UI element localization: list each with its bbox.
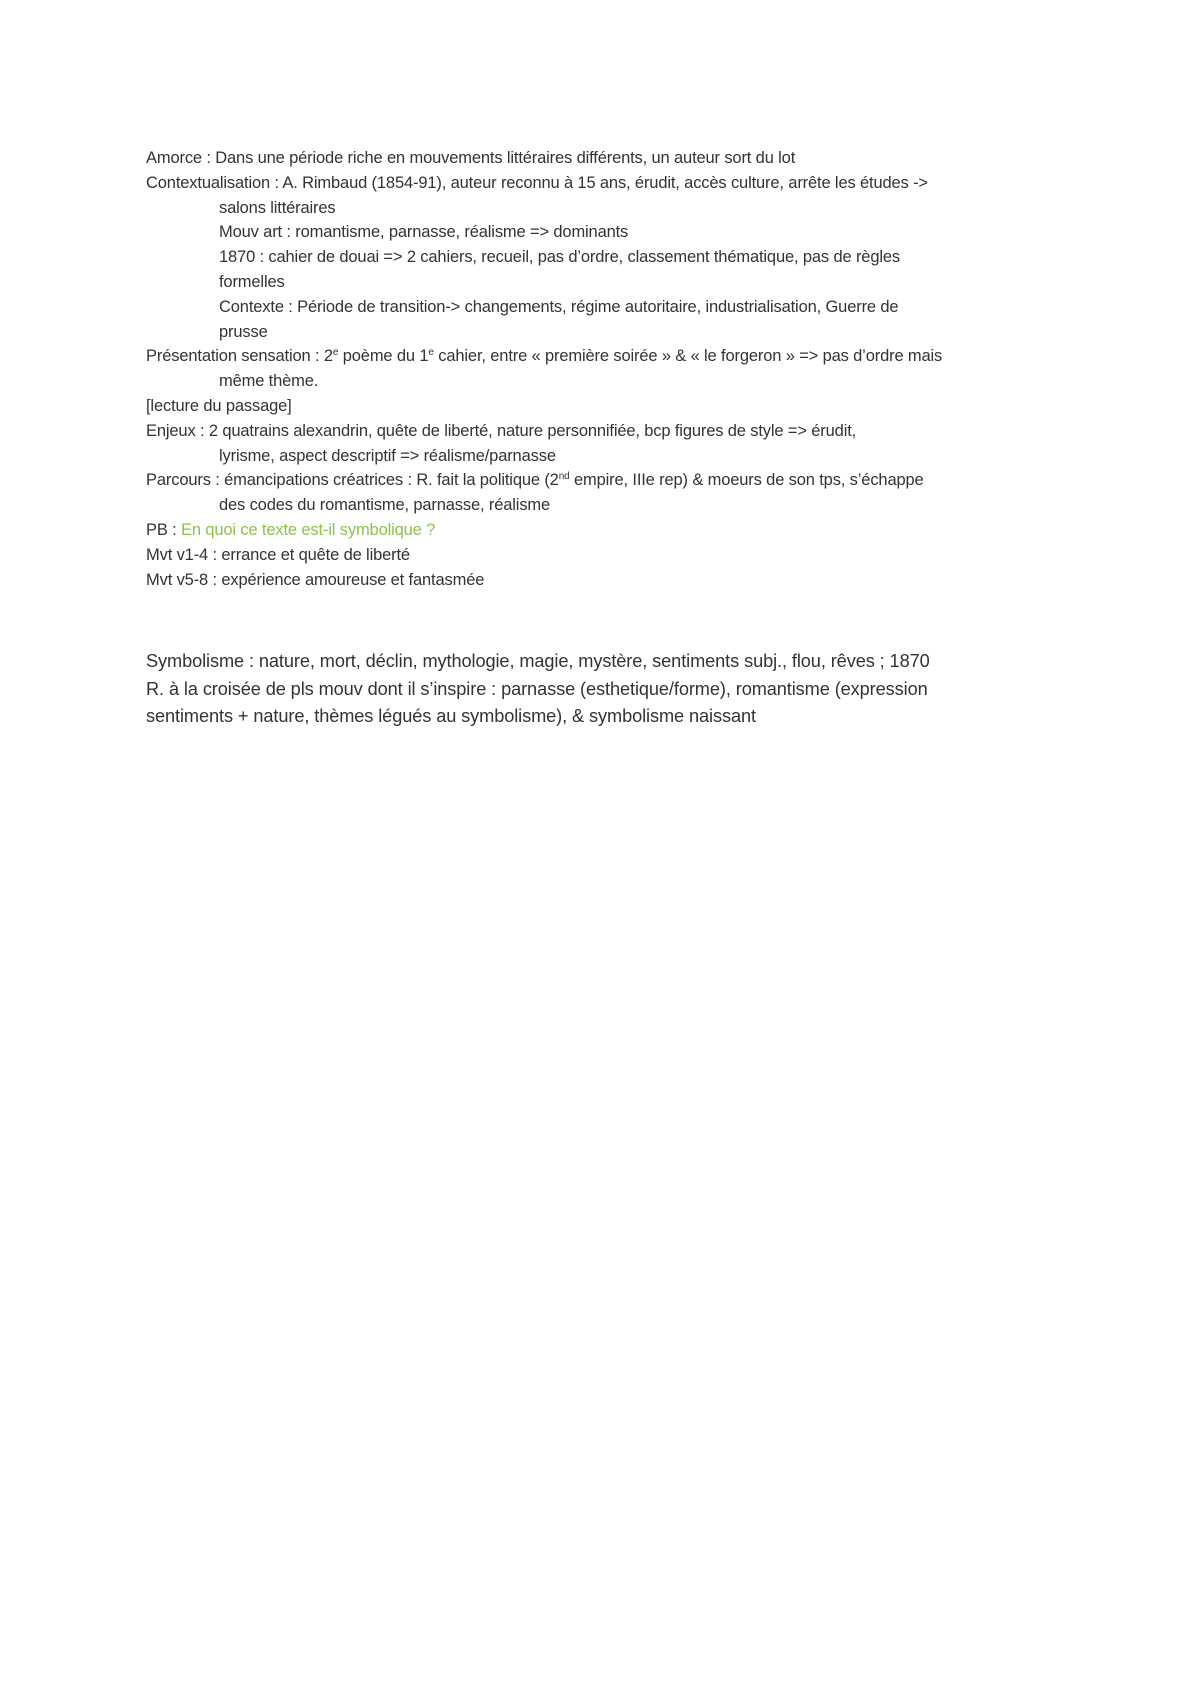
croisee-continuation: sentiments + nature, thèmes légués au symbolisme), & symbolisme naissant xyxy=(146,706,756,726)
symbolisme-line: Symbolisme : nature, mort, déclin, mythologie, magie, mystère, sentiments subj., flou, rêves ; 1870 xyxy=(146,651,930,671)
problematique-line xyxy=(146,518,1076,543)
cahier-continuation: formelles xyxy=(219,272,285,291)
symbolisme-summary xyxy=(146,648,1086,731)
parcours-superscript: nd xyxy=(558,471,570,483)
presentation-line xyxy=(146,344,1076,369)
presentation-text-c: cahier, entre « première soirée » & « le forgeron » => pas d’ordre mais xyxy=(433,347,943,366)
contexte-continuation: prusse xyxy=(219,322,268,341)
enjeux-continuation: lyrisme, aspect descriptif => réalisme/parnasse xyxy=(219,446,556,465)
parcours-line xyxy=(146,468,1076,493)
presentation-continuation: même thème. xyxy=(219,372,319,391)
pb-question: En quoi ce texte est-il symbolique ? xyxy=(181,520,436,539)
lecture-line: [lecture du passage] xyxy=(146,396,292,415)
contexte-line: Contexte : Période de transition-> changements, régime autoritaire, industrialisation, Guerre de xyxy=(219,297,899,316)
presentation-text-b: poème du 1 xyxy=(338,347,429,366)
mouvement-1-line: Mvt v1-4 : errance et quête de liberté xyxy=(146,545,410,564)
contextualisation-continuation: salons littéraires xyxy=(219,198,336,217)
cahier-line: 1870 : cahier de douai => 2 cahiers, recueil, pas d’ordre, classement thématique, pas de règles xyxy=(219,248,900,267)
enjeux-line: Enjeux : 2 quatrains alexandrin, quête de liberté, nature personnifiée, bcp figures de style => érudit, xyxy=(146,421,857,440)
parcours-continuation: des codes du romantisme, parnasse, réalisme xyxy=(219,496,551,515)
contextualisation-line: Contextualisation : A. Rimbaud (1854-91), auteur reconnu à 15 ans, érudit, accès culture, arrête les études -> xyxy=(146,173,928,192)
presentation-superscript-2: e xyxy=(428,347,434,359)
mouv-art-line: Mouv art : romantisme, parnasse, réalisme => dominants xyxy=(219,223,629,242)
presentation-text-a: Présentation sensation : 2 xyxy=(146,347,333,366)
parcours-text-a: Parcours : émancipations créatrices : R. fait la politique (2 xyxy=(146,471,559,490)
parcours-text-b: empire, IIIe rep) & moeurs de son tps, s’échappe xyxy=(569,471,924,490)
amorce-line: Amorce : Dans une période riche en mouvements littéraires différents, un auteur sort du lot xyxy=(146,149,796,167)
introduction-notes xyxy=(146,146,1076,592)
presentation-superscript-1: e xyxy=(332,347,339,359)
mouvement-2-line: Mvt v5-8 : expérience amoureuse et fantasmée xyxy=(146,570,485,589)
pb-label: PB : xyxy=(146,520,182,539)
croisee-line: R. à la croisée de pls mouv dont il s’inspire : parnasse (esthetique/forme), romantisme (expression xyxy=(146,678,928,699)
